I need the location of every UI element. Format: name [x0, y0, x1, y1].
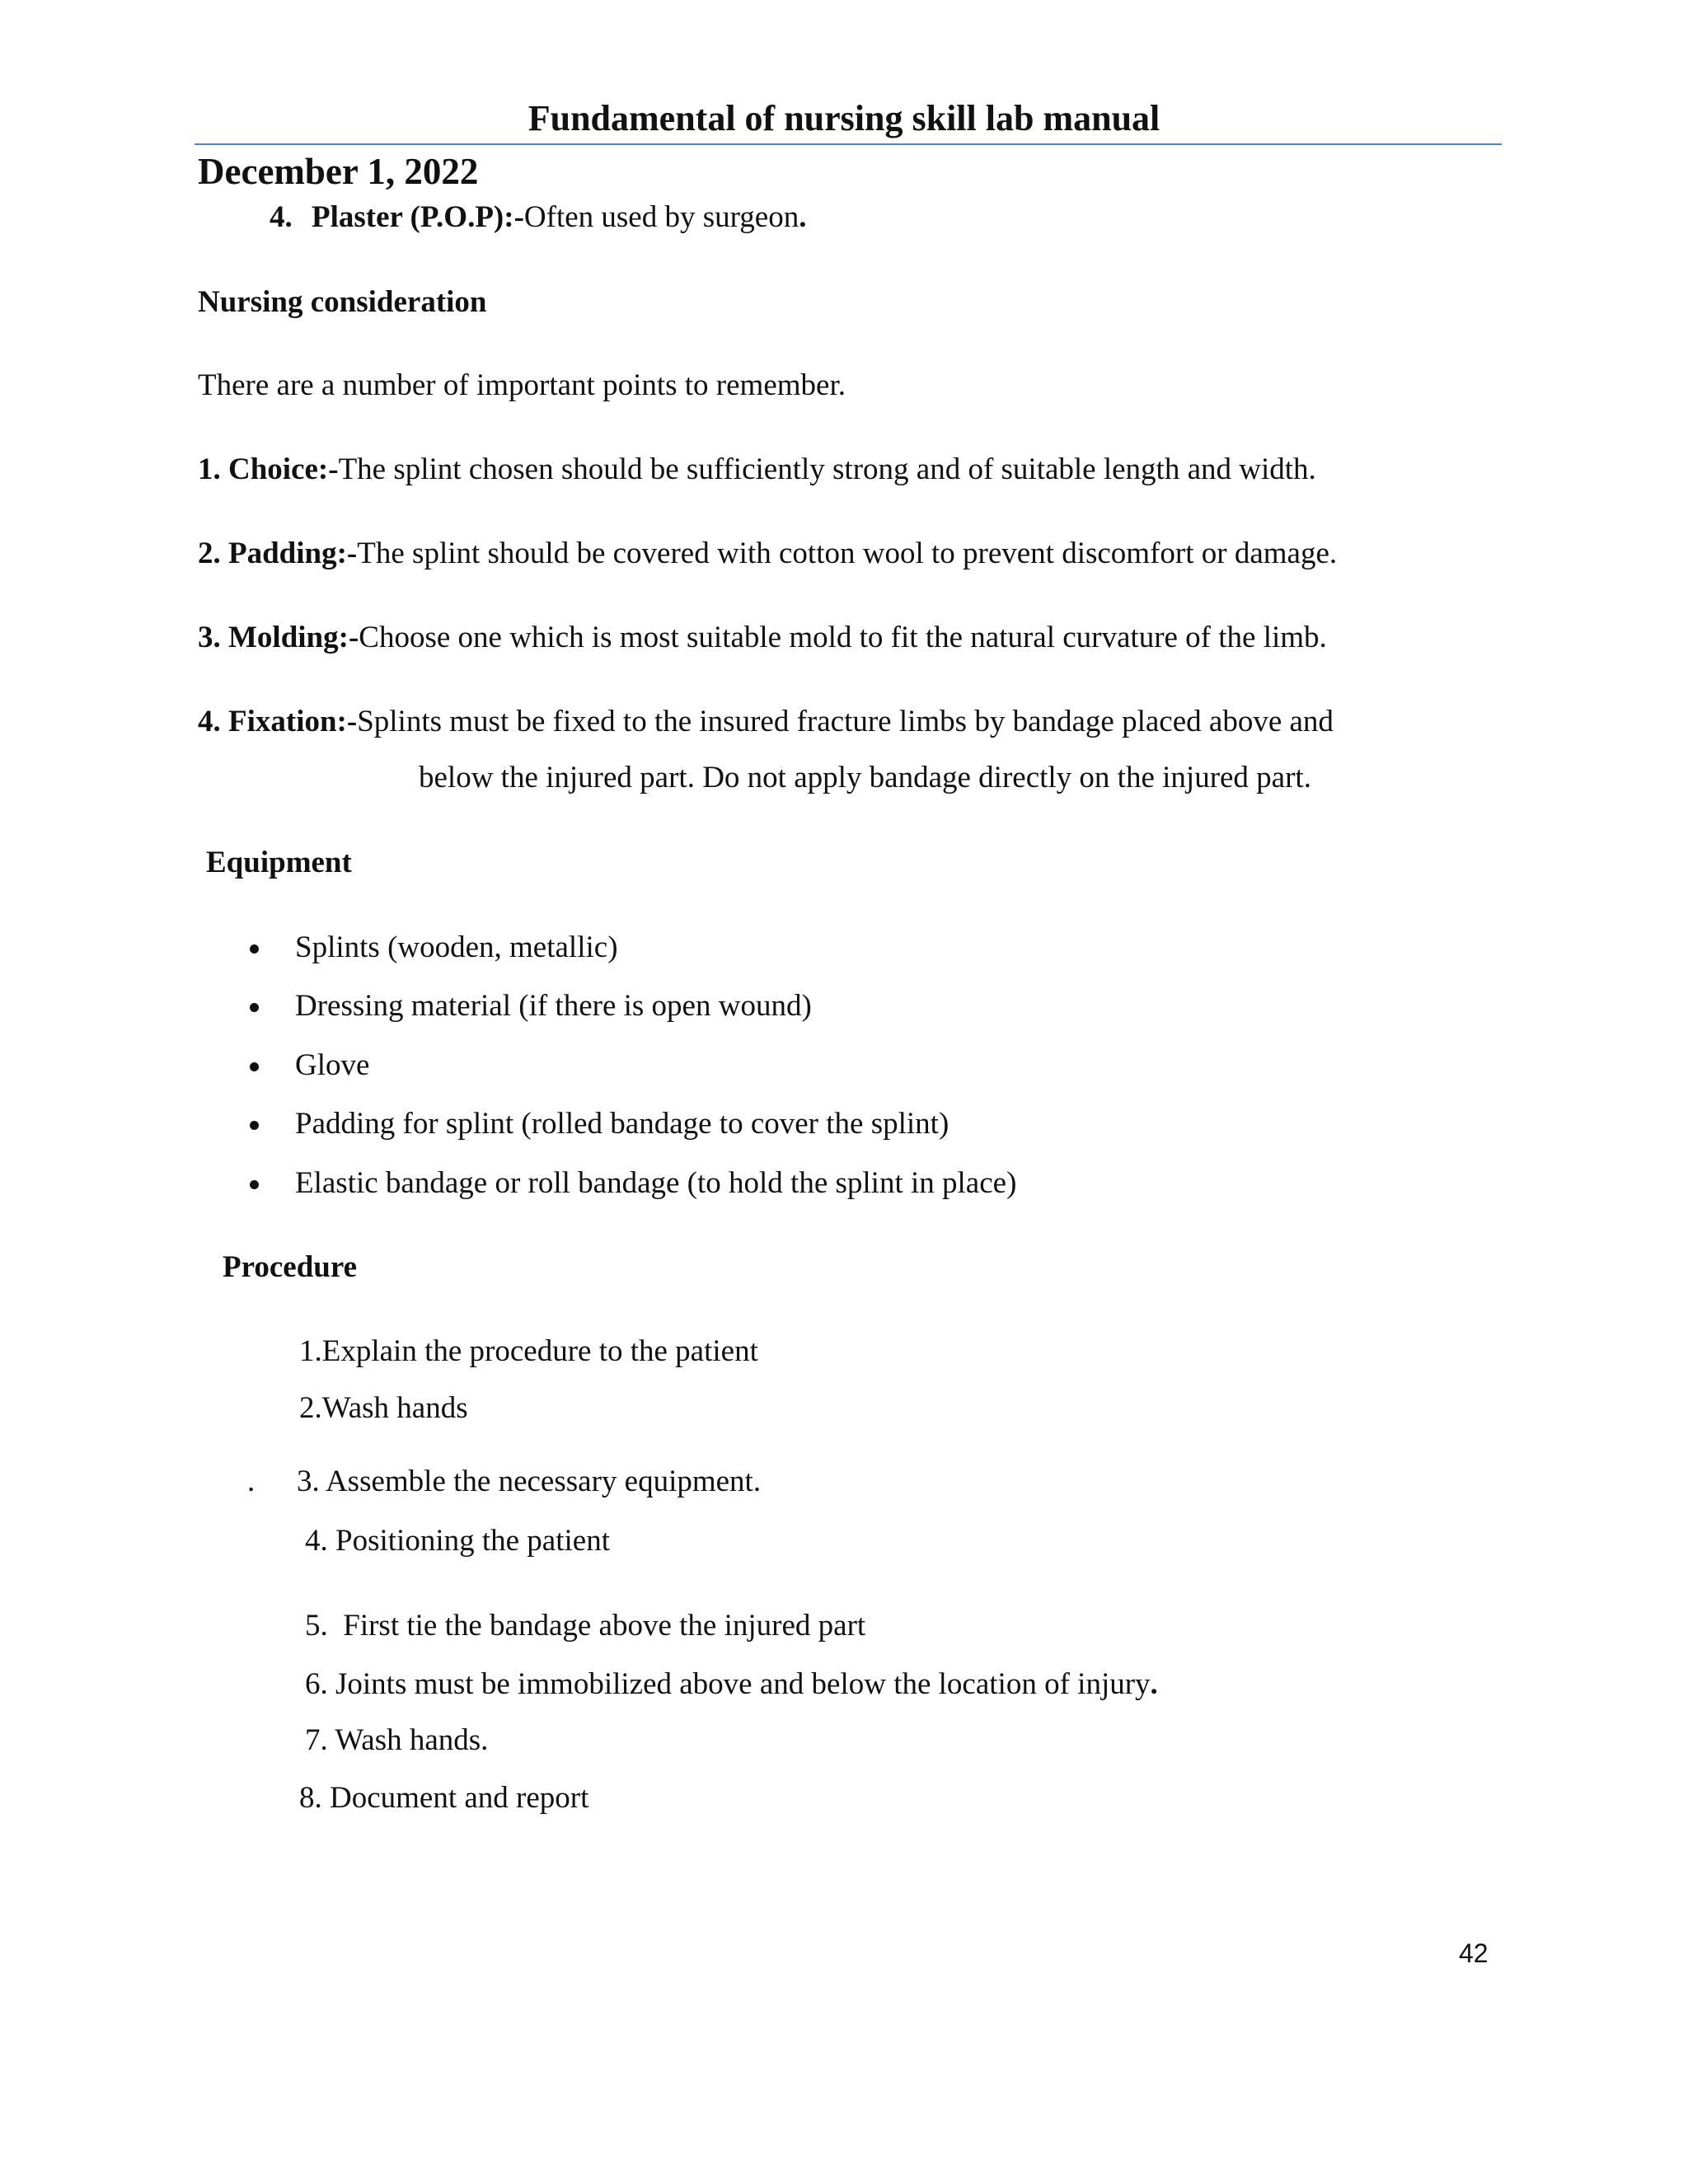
procedure-step: 7. Wash hands. [305, 1723, 489, 1757]
equipment-item-text: Elastic bandage or roll bandage (to hold the splint in place) [295, 1166, 1017, 1200]
consideration-text: Splints must be fixed to the insured fracture limbs by bandage placed above and [357, 705, 1334, 738]
procedure-step: 5. First tie the bandage above the injured part [305, 1609, 866, 1643]
procedure-step-6 [305, 1666, 1158, 1702]
page-header-title: Fundamental of nursing skill lab manual [528, 98, 1160, 138]
equipment-item-text: Splints (wooden, metallic) [295, 930, 618, 964]
procedure-step: 3. Assemble the necessary equipment. [297, 1465, 762, 1498]
bullet-icon [250, 1062, 259, 1071]
procedure-step: 1.Explain the procedure to the patient [299, 1334, 758, 1368]
consideration-term: 2. Padding:- [198, 537, 358, 570]
procedure-heading: Procedure [223, 1250, 358, 1284]
consideration-point-fixation [198, 704, 1334, 739]
consideration-term: 3. Molding:- [198, 621, 359, 654]
header-divider [195, 143, 1502, 145]
consideration-text: The splint chosen should be sufficiently strong and of suitable length and width. [338, 452, 1316, 486]
consideration-text: The splint should be covered with cotton wool to prevent discomfort or damage. [357, 537, 1338, 570]
equipment-heading: Equipment [206, 846, 352, 879]
nursing-consideration-intro: There are a number of important points to remember. [198, 368, 846, 402]
plaster-period: . [799, 200, 807, 234]
procedure-step: 8. Document and report [299, 1781, 589, 1815]
equipment-item-text: Dressing material (if there is open wound) [295, 989, 812, 1023]
plaster-text: Often used by surgeon [523, 200, 799, 234]
consideration-point-molding [198, 620, 1327, 655]
procedure-step-period: . [1150, 1667, 1158, 1701]
procedure-step: 2.Wash hands [299, 1391, 468, 1425]
consideration-term: 1. Choice:- [198, 452, 339, 486]
consideration-fixation-continuation: below the injured part. Do not apply bandage directly on the injured part. [419, 761, 1311, 794]
stray-period-mark: . [247, 1465, 256, 1498]
bullet-icon [250, 1121, 259, 1130]
consideration-text: Choose one which is most suitable mold to fit the natural curvature of the limb. [359, 621, 1327, 654]
consideration-point-choice [198, 452, 1316, 487]
page-number: 42 [1459, 1938, 1489, 1968]
equipment-item-text: Glove [295, 1048, 370, 1082]
bullet-icon [250, 1003, 259, 1012]
bullet-icon [250, 1180, 259, 1189]
consideration-term: 4. Fixation:- [198, 705, 358, 738]
procedure-step-text: 6. Joints must be immobilized above and below the location of injury [305, 1667, 1151, 1701]
nursing-consideration-heading: Nursing consideration [198, 285, 487, 319]
procedure-step: 4. Positioning the patient [305, 1524, 610, 1558]
bullet-icon [250, 944, 259, 954]
plaster-number: 4. [270, 200, 293, 234]
plaster-term: Plaster (P.O.P):- [312, 200, 524, 234]
plaster-item [270, 199, 806, 235]
document-date: December 1, 2022 [198, 151, 479, 192]
equipment-item-text: Padding for splint (rolled bandage to cover the splint) [295, 1107, 950, 1141]
consideration-point-padding [198, 536, 1337, 571]
